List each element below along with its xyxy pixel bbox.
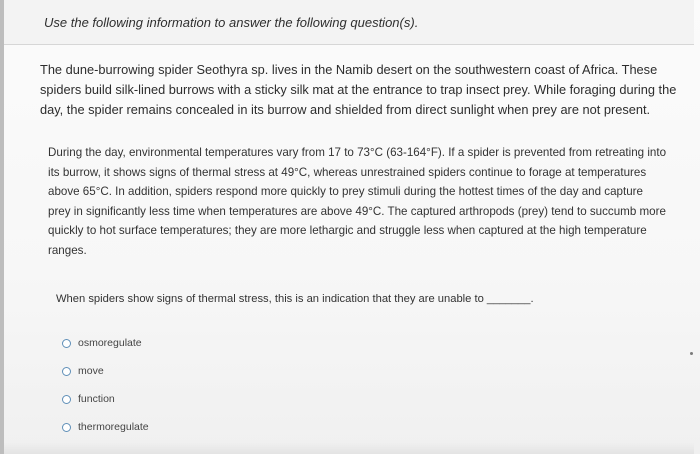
radio-icon[interactable] (62, 423, 71, 432)
option-label: function (78, 393, 115, 405)
instruction-text: Use the following information to answer the following question(s). (44, 15, 419, 30)
scrollbar-indicator (690, 352, 693, 355)
radio-icon[interactable] (62, 395, 71, 404)
answer-options (62, 334, 462, 434)
bottom-shadow (4, 442, 694, 454)
radio-icon[interactable] (62, 339, 71, 348)
radio-icon[interactable] (62, 367, 71, 376)
left-edge-border (0, 0, 4, 454)
option-osmoregulate[interactable] (62, 334, 142, 352)
instruction-header (4, 0, 694, 45)
passage-paragraph-1: The dune-burrowing spider Seothyra sp. lives in the Namib desert on the southwestern coast of Africa. These spiders build silk-lined burrows with a sticky silk mat at the entrance to trap insect prey. While foraging during the day, the spider remains concealed in its burrow and shielded from direct sunlight when prey are not present. (40, 62, 677, 117)
option-move[interactable] (62, 362, 104, 380)
question-text: When spiders show signs of thermal stress, this is an indication that they are unable to _______. (56, 293, 534, 305)
passage-paragraph-2: During the day, environmental temperatures vary from 17 to 73°C (63-164°F). If a spider is prevented from retreating into its burrow, it shows signs of thermal stress at 49°C, whereas unrestrained spiders continue to forage at temperatures above 65°C. In addition, spiders respond more quickly to prey stimuli during the hottest times of the day and capture prey in significantly less time when temperatures are above 49°C. The captured arthropods (prey) tend to succumb more quickly to hot surface temperatures; they are more lethargic and struggle less when captured at the high temperature ranges. (48, 146, 667, 257)
option-label: osmoregulate (78, 337, 142, 349)
option-thermoregulate[interactable] (62, 418, 149, 436)
option-function[interactable] (62, 390, 115, 408)
option-label: thermoregulate (78, 421, 149, 433)
option-label: move (78, 365, 104, 377)
